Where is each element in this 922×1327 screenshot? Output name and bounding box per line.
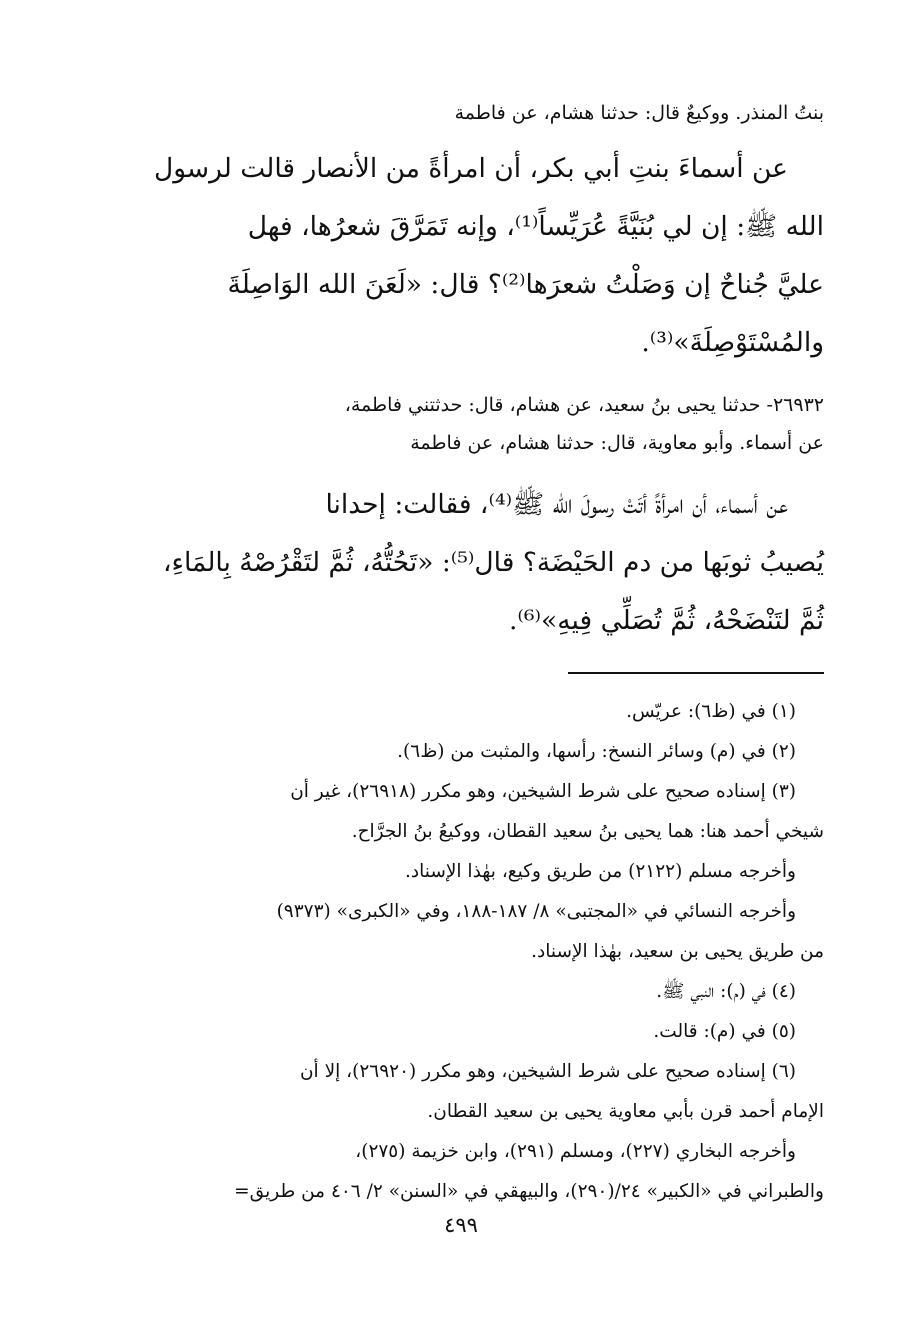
footnote-line: (٤) في (م): النبي ﷺ. bbox=[656, 981, 796, 1002]
footnote-line: (٥) في (م): قالت. bbox=[653, 1021, 796, 1042]
narration-line: عن أسماء. وأبو معاوية، قال: حدثنا هشام، عن فاطمة bbox=[410, 432, 824, 454]
hadith-1 bbox=[110, 140, 824, 372]
footnote-line: شيخي أحمد هنا: هما يحيى بنُ سعيد القطان، ووكيعُ بنُ الجرَّاح. bbox=[351, 821, 824, 842]
footnotes bbox=[110, 692, 824, 1212]
footnote-line: من طريق يحيى بن سعيد، بهٰذا الإسناد. bbox=[531, 941, 824, 962]
footnote-line: (٦) إسناده صحيح على شرط الشيخين، وهو مكرر (٢٦٩٢٠)، إلا أن bbox=[299, 1061, 796, 1082]
footnote-line: (٣) إسناده صحيح على شرط الشيخين، وهو مكرر (٢٦٩١٨)، غير أن bbox=[290, 781, 796, 802]
hadith-2-line: يُصيبُ ثوبَها من دم الحَيْضَة؟ قال⁽⁵⁾: «تَحُتُّهُ، ثُمَّ لتَقْرُصْهُ بِالمَاءِ، bbox=[162, 547, 824, 578]
footnote-separator bbox=[568, 672, 824, 674]
narration-line: ٢٦٩٣٢- حدثنا يحيى بنُ سعيد، عن هشام، قال: حدثتني فاطمة، bbox=[344, 394, 824, 416]
narration-26932 bbox=[110, 386, 824, 462]
hadith-1-line: الله ﷺ: إن لي بُنَيَّةً عُرَيِّساً⁽¹⁾، وإنه تَمَرَّقَ شعرُها، فهل bbox=[247, 211, 824, 242]
page-number: ٤٩٩ bbox=[444, 1213, 478, 1237]
footnote-line: الإمام أحمد قرن بأبي معاوية يحيى بن سعيد القطان. bbox=[427, 1101, 824, 1122]
hadith-2-line: عن أسماء، أن امرأةً أتَتْ رسولَ الله ﷺ⁽⁴⁾، فقالت: إحدانا bbox=[325, 489, 788, 520]
top-line: بنتُ المنذر. ووكيعٌ قال: حدثنا هشام، عن فاطمة bbox=[454, 102, 824, 124]
hadith-1-line: والمُسْتَوْصِلَةَ»⁽³⁾. bbox=[641, 327, 824, 358]
hadith-1-line: عليَّ جُناحٌ إن وَصَلْتُ شعرَها⁽²⁾؟ قال: «لَعَنَ الله الوَاصِلَةَ bbox=[227, 269, 824, 300]
footnote-line: (١) في (ظ٦): عريّس. bbox=[626, 701, 796, 722]
footnote-line: وأخرجه النسائي في «المجتبى» ٨/ ١٨٧-١٨٨، وفي «الكبرى» (٩٣٧٣) bbox=[276, 901, 796, 922]
footnote-separator-wrap bbox=[110, 672, 824, 674]
hadith-2 bbox=[110, 476, 824, 650]
footnote-line: والطبراني في «الكبير» ٢٤/(٢٩٠)، والبيهقي في «السنن» ٢/ ٤٠٦ من طريق= bbox=[234, 1181, 824, 1202]
footnote-line: (٢) في (م) وسائر النسخ: رأسها، والمثبت من (ظ٦). bbox=[397, 741, 796, 762]
page-body bbox=[110, 96, 824, 1212]
hadith-1-line: عن أسماءَ بنتِ أبي بكر، أن امرأةً من الأنصار قالت لرسول bbox=[153, 153, 788, 184]
footnote-line: وأخرجه مسلم (٢١٢٢) من طريق وكيع، بهٰذا الإسناد. bbox=[405, 861, 796, 882]
hadith-2-line: ثُمَّ لتَنْضَحْهُ، ثُمَّ تُصَلِّي فِيهِ»⁽⁶⁾. bbox=[508, 605, 824, 636]
footnote-line: وأخرجه البخاري (٢٢٧)، ومسلم (٢٩١)، وابن خزيمة (٢٧٥)، bbox=[355, 1141, 796, 1162]
